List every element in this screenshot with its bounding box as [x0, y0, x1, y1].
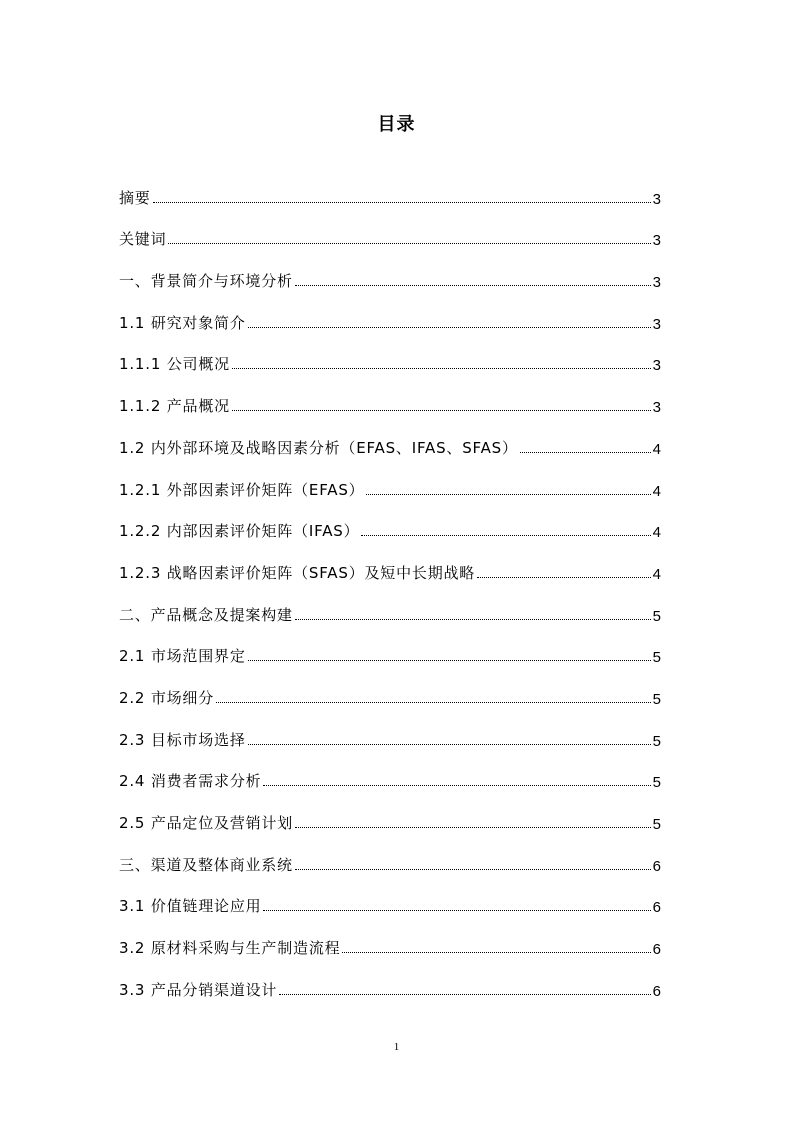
toc-entry-label: 摘要: [119, 188, 151, 207]
toc-entry-label: 1.1 研究对象简介: [119, 313, 246, 332]
toc-entry-page: 3: [652, 357, 661, 375]
toc-entry-label: 2.3 目标市场选择: [119, 730, 246, 749]
toc-entry[interactable]: [119, 879, 661, 921]
toc-entry-page: 3: [652, 232, 661, 250]
dot-leader: [168, 243, 650, 244]
dot-leader: [216, 702, 651, 703]
toc-entry-label: 1.1.2 产品概况: [119, 397, 230, 416]
table-of-contents: [119, 170, 661, 1004]
toc-entry[interactable]: [119, 378, 661, 420]
toc-entry-label: 二、产品概念及提案构建: [119, 605, 293, 624]
toc-entry-label: 2.5 产品定位及营销计划: [119, 814, 294, 832]
toc-entry[interactable]: [119, 337, 661, 379]
toc-entry[interactable]: [119, 837, 661, 879]
dot-leader: [295, 285, 651, 286]
toc-entry-label: 2.2 市场细分: [119, 688, 215, 707]
dot-leader: [263, 910, 650, 911]
toc-entry-page: 5: [652, 649, 661, 667]
dot-leader: [248, 660, 651, 661]
toc-entry-page: 3: [652, 399, 661, 417]
toc-entry-page: 5: [652, 774, 661, 792]
dot-leader: [366, 494, 650, 495]
toc-entry-label: 1.2.1 外部因素评价矩阵（EFAS）: [119, 480, 365, 499]
dot-leader: [248, 327, 651, 328]
toc-entry[interactable]: [119, 462, 661, 504]
toc-entry[interactable]: [119, 670, 661, 712]
toc-entry-page: 4: [652, 440, 661, 458]
page-number: 1: [393, 1041, 400, 1053]
toc-entry-label: 1.2.3 战略因素评价矩阵（SFAS）及短中长期战略: [119, 563, 476, 582]
toc-entry[interactable]: [119, 420, 661, 462]
dot-leader: [153, 202, 651, 203]
toc-entry-page: 6: [652, 982, 661, 1000]
toc-entry-page: 5: [652, 607, 661, 625]
toc-entry[interactable]: [119, 795, 661, 837]
dot-leader: [232, 410, 651, 411]
toc-entry[interactable]: [119, 629, 661, 671]
toc-entry-label: 1.2.2 内部因素评价矩阵（IFAS）: [119, 522, 360, 541]
dot-leader: [295, 619, 651, 620]
toc-entry[interactable]: [119, 212, 661, 254]
dot-leader: [361, 535, 650, 536]
toc-entry-page: 5: [652, 690, 661, 708]
toc-entry-page: 4: [652, 524, 661, 542]
dot-leader: [342, 952, 650, 953]
toc-entry-page: 6: [652, 857, 661, 875]
toc-entry[interactable]: [119, 253, 661, 295]
toc-entry-label: 一、背景简介与环境分析: [119, 272, 293, 291]
dot-leader: [263, 785, 650, 786]
toc-entry-label: 3.3 产品分销渠道设计: [119, 980, 278, 999]
toc-entry[interactable]: [119, 754, 661, 796]
toc-entry-label: 3.1 价值链理论应用: [119, 897, 262, 916]
toc-entry-label: 3.2 原材料采购与生产制造流程: [119, 939, 341, 958]
toc-entry-page: 3: [652, 190, 661, 208]
toc-entry-page: 3: [652, 315, 661, 333]
dot-leader: [477, 577, 651, 578]
toc-entry-page: 6: [652, 941, 661, 959]
toc-entry-page: 4: [652, 482, 661, 500]
toc-entry[interactable]: [119, 587, 661, 629]
toc-entry-page: 3: [652, 274, 661, 292]
toc-entry-page: 6: [652, 899, 661, 917]
toc-entry-label: 三、渠道及整体商业系统: [119, 855, 293, 874]
dot-leader: [520, 452, 651, 453]
toc-entry-label: 关键词: [119, 230, 167, 249]
toc-entry-label: 2.1 市场范围界定: [119, 647, 246, 666]
toc-entry-label: 1.1.1 公司概况: [119, 355, 230, 374]
toc-entry-label: 2.4 消费者需求分析: [119, 772, 262, 791]
toc-entry[interactable]: [119, 920, 661, 962]
toc-entry[interactable]: [119, 170, 661, 212]
toc-entry-page: 4: [652, 565, 661, 583]
toc-entry-page: 5: [652, 732, 661, 750]
dot-leader: [248, 744, 651, 745]
toc-title: 目录: [377, 114, 416, 135]
dot-leader: [232, 368, 651, 369]
dot-leader: [295, 869, 651, 870]
toc-entry[interactable]: [119, 504, 661, 546]
toc-entry[interactable]: [119, 295, 661, 337]
toc-entry[interactable]: [119, 712, 661, 754]
toc-entry[interactable]: [119, 962, 661, 1004]
toc-entry-label: 1.2 内外部环境及战略因素分析（EFAS、IFAS、SFAS）: [119, 438, 518, 457]
dot-leader: [279, 994, 650, 995]
dot-leader: [295, 827, 651, 828]
toc-entry-page: 5: [652, 816, 661, 833]
toc-entry[interactable]: [119, 545, 661, 587]
